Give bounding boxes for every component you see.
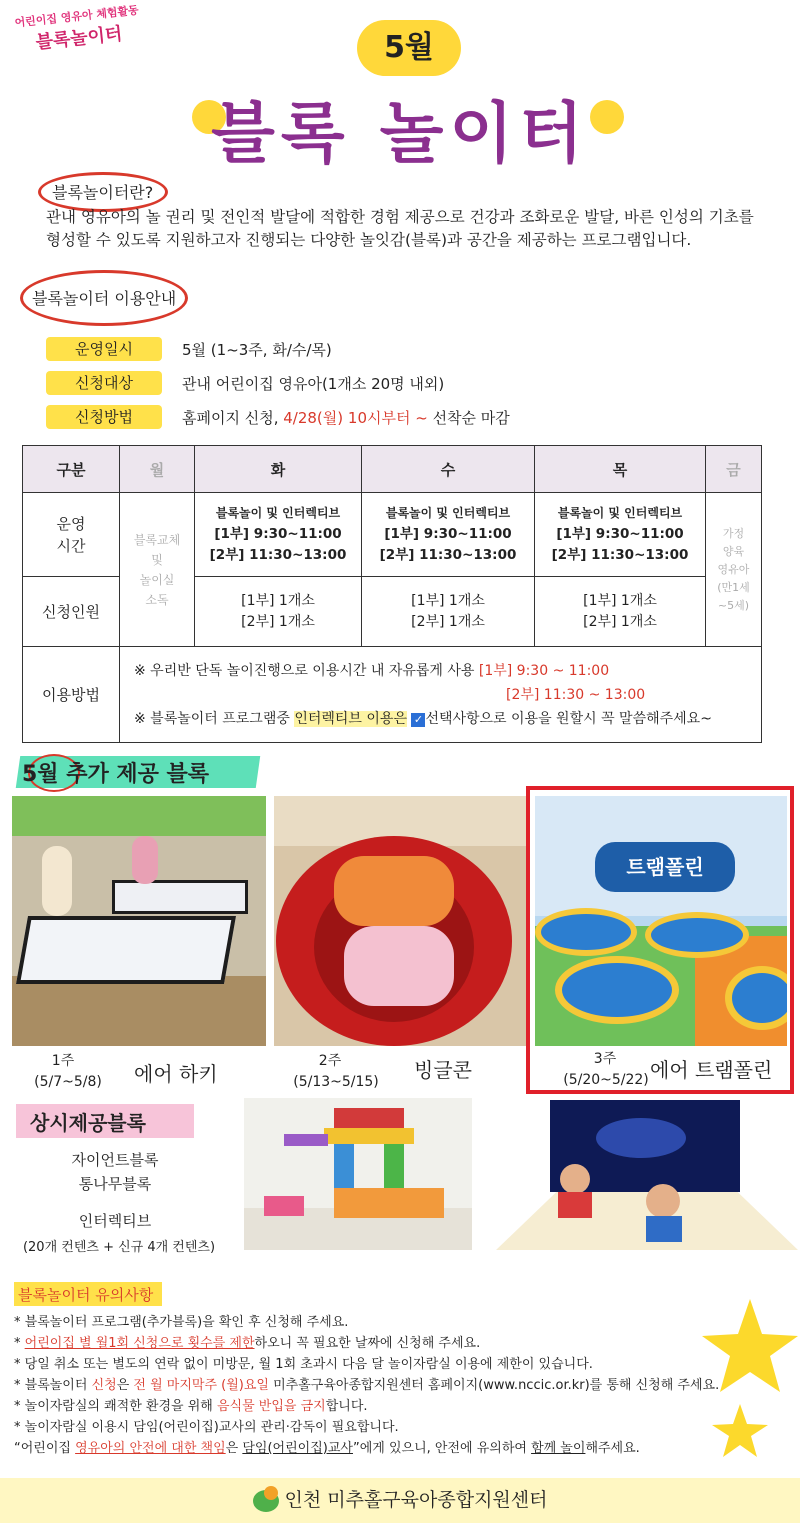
tue-capacity: [1부] 1개소 [2부] 1개소 xyxy=(195,577,362,647)
star-decoration xyxy=(700,1294,800,1474)
table-header-row xyxy=(23,446,762,493)
page-title: 블록 놀이터 xyxy=(211,95,589,172)
monday-note: 블록교체 및 놀이실 소독 xyxy=(120,493,195,647)
regular-item: 자이언트블록 xyxy=(71,1151,159,1169)
air-hockey-photo xyxy=(12,796,266,1046)
info-tag: 운영일시 xyxy=(46,337,162,361)
week-block-name: 에어 트램폴린 xyxy=(650,1058,773,1082)
interactive-note: (20개 컨텐츠 + 신규 4개 컨텐츠) xyxy=(22,1240,216,1255)
intro-text: 관내 영유아의 놀 권리 및 전인적 발달에 적합한 경험 제공으로 건강과 조화로운 발달, 바른 인성의 기초를 형성할 수 있도록 지원하고자 진행되는 다양한 놀잇감(블록)과 공간을 제공하는 프로그램입니다. xyxy=(46,208,754,249)
event-logo xyxy=(6,1,150,57)
notes-list xyxy=(14,1312,774,1459)
week-label: 2주 xyxy=(318,1053,342,1069)
week-dates: (5/20~5/22) xyxy=(563,1072,649,1088)
week-block-name: 에어 하키 xyxy=(134,1062,218,1086)
logo-title: 블록놀이터 xyxy=(34,23,124,54)
col-header: 구분 xyxy=(23,446,120,493)
guide-heading: 블록놀이터 이용안내 xyxy=(32,289,177,308)
schedule-table xyxy=(22,445,762,743)
col-header: 목 xyxy=(535,446,706,493)
usage-method: ※ 우리반 단독 놀이진행으로 이용시간 내 자유롭게 사용 [1부] 9:30 ~ 11:00 [2부] 11:30 ~ 13:00 ※ 블록놀이터 프로그램중 인터렉티브 이용은 ✓ 선택사항으로 이용을 원할시 꼭 말씀해주세요~ xyxy=(120,647,762,743)
interactive-photo xyxy=(496,1098,798,1250)
info-value: 5월 (1~3주, 화/수/목) xyxy=(182,341,332,359)
thu-capacity: [1부] 1개소 [2부] 1개소 xyxy=(535,577,706,647)
footer-org: 인천 미추홀구육아종합지원센터 xyxy=(284,1489,548,1511)
info-tag: 신청대상 xyxy=(46,371,162,395)
note-item: * 블록놀이터 프로그램(추가블록)을 확인 후 신청해 주세요. xyxy=(14,1315,349,1330)
regular-list xyxy=(30,1148,200,1196)
note-item: “어린이집 영유아의 안전에 대한 책임은 담임(어린이집)교사”에게 있으니, 안전에 유의하여 함께 놀이해주세요. xyxy=(14,1441,640,1456)
table-row xyxy=(23,647,762,743)
giant-block-photo xyxy=(244,1098,472,1250)
checkbox-icon: ✓ xyxy=(411,713,425,727)
week-block-name: 빙글콘 xyxy=(414,1058,472,1082)
friday-note: 가정 양육 영유아 (만1세 ~5세) xyxy=(706,493,762,647)
footer xyxy=(0,1478,800,1523)
month-badge: 5월 xyxy=(357,20,461,76)
note-item: * 어린이집 별 월1회 신청으로 횟수를 제한하오니 꼭 필요한 날짜에 신청해 주세요. xyxy=(14,1336,481,1351)
row-label: 신청인원 xyxy=(23,577,120,647)
note-item: * 놀이자람실 이용시 담임(어린이집)교사의 관리·감독이 필요합니다. xyxy=(14,1420,399,1435)
spinning-cone-photo xyxy=(274,796,528,1046)
week-label: 3주 xyxy=(593,1051,617,1067)
air-trampoline-photo xyxy=(535,796,787,1046)
regular-item: 통나무블록 xyxy=(78,1175,152,1193)
tue-session: 블록놀이 및 인터렉티브 [1부] 9:30~11:00 [2부] 11:30~13:00 xyxy=(195,493,362,577)
regular-heading: 상시제공블록 xyxy=(30,1111,146,1135)
col-header: 월 xyxy=(120,446,195,493)
wed-capacity: [1부] 1개소 [2부] 1개소 xyxy=(362,577,535,647)
row-label: 이용방법 xyxy=(23,647,120,743)
table-row xyxy=(23,493,762,577)
week-dates: (5/13~5/15) xyxy=(293,1074,379,1090)
info-value: 관내 어린이집 영유아(1개소 20명 내외) xyxy=(182,375,445,393)
logo-subtitle: 어린이집 영유아 체험활동 xyxy=(14,3,140,30)
info-tag: 신청방법 xyxy=(46,405,162,429)
intro-heading: 블록놀이터란? xyxy=(52,183,154,202)
info-value: 홈페이지 신청, 4/28(월) 10시부터 ~ 선착순 마감 xyxy=(182,409,510,427)
notes-heading: 블록놀이터 유의사항 xyxy=(18,1286,154,1304)
interactive-label: 인터렉티브 xyxy=(78,1212,152,1230)
note-item: * 당일 취소 또는 별도의 연락 없이 미방문, 월 1회 초과시 다음 달 놀이자람실 이용에 제한이 있습니다. xyxy=(14,1357,593,1372)
center-logo-icon xyxy=(253,1490,279,1512)
apply-date: 4/28(월) 10시부터 ~ xyxy=(283,409,428,427)
row-label: 운영 시간 xyxy=(23,493,120,577)
note-item: * 블록놀이터 신청은 전 월 마지막주 (월)요일 미추홀구육아종합지원센터 홈페이지(www.nccic.or.kr)를 통해 신청해 주세요. xyxy=(14,1378,720,1393)
wed-session: 블록놀이 및 인터렉티브 [1부] 9:30~11:00 [2부] 11:30~13:00 xyxy=(362,493,535,577)
col-header: 금 xyxy=(706,446,762,493)
thu-session: 블록놀이 및 인터렉티브 [1부] 9:30~11:00 [2부] 11:30~13:00 xyxy=(535,493,706,577)
col-header: 화 xyxy=(195,446,362,493)
note-item: * 놀이자람실의 쾌적한 환경을 위해 음식물 반입을 금지합니다. xyxy=(14,1399,368,1414)
week-dates: (5/7~5/8) xyxy=(34,1074,102,1090)
trampoline-sign: 트램폴린 xyxy=(595,842,735,892)
col-header: 수 xyxy=(362,446,535,493)
extra-heading: 5월 추가 제공 블록 xyxy=(22,762,210,787)
week-label: 1주 xyxy=(51,1053,75,1069)
